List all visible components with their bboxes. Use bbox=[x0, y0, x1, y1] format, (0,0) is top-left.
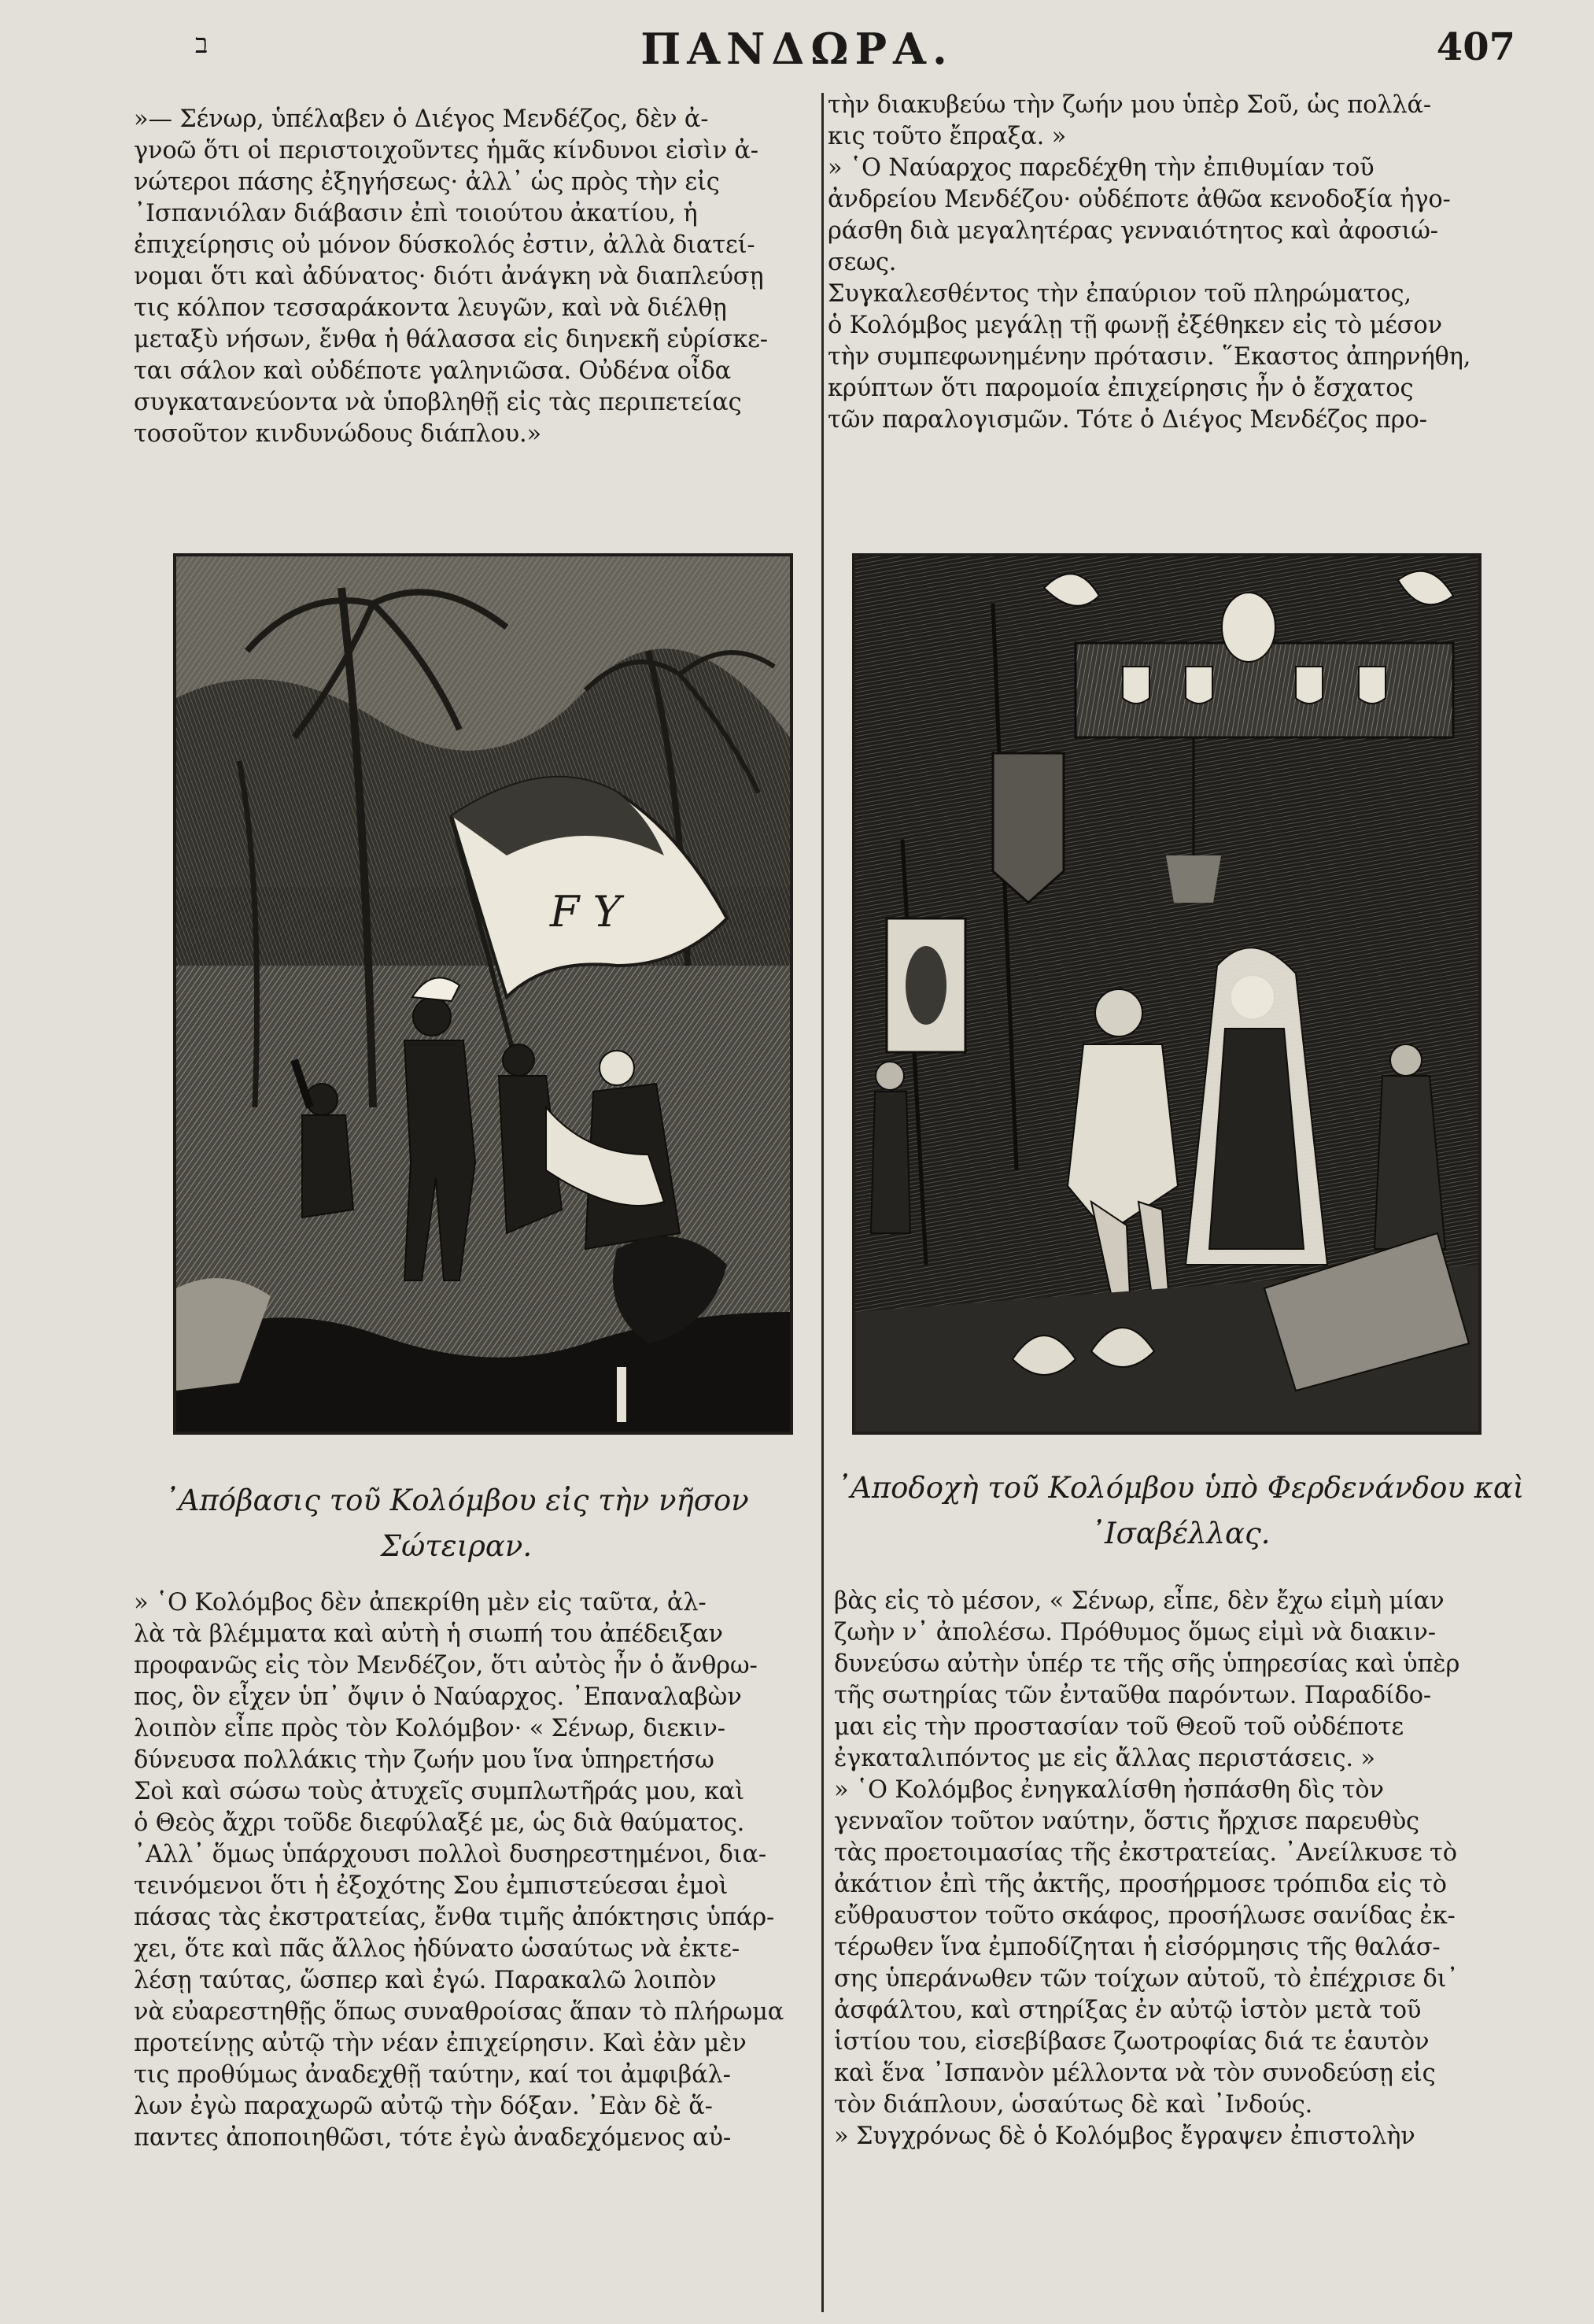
column-divider bbox=[821, 93, 824, 2312]
engraving-reception-svg bbox=[855, 556, 1478, 1432]
engraving-landing-svg bbox=[176, 556, 790, 1432]
caption-left-line1: ᾿Απόβασις τοῦ Κολόμβου εἰς τὴν νῆσον bbox=[164, 1483, 749, 1517]
caption-right-line1: ᾿Αποδοχὴ τοῦ Κολόμβου ὑπὸ Φερδενάνδου καὶ bbox=[836, 1471, 1525, 1505]
engraving-landing-of-columbus bbox=[173, 553, 793, 1435]
header-mark: ב bbox=[195, 28, 208, 60]
engraving-reception-by-monarchs bbox=[852, 553, 1481, 1435]
flag-monogram: F Y bbox=[549, 887, 622, 937]
caption-right-line2: ᾿Ισαβέλλας. bbox=[1090, 1517, 1271, 1550]
paragraph-right-bottom: βὰς εἰς τὸ μέσον, « Σένωρ, εἶπε, δὲν ἔχω εἰμὴ μίαν ζωὴν ν᾿ ἀπολέσω. Πρόθυμος ὅμως εἰμὶ νὰ διακιν- δυνεύσω αὐτὴν ὑπέρ τε τῆς σῆς ὑπηρεσίας καὶ ὑπὲρ τῆς σωτηρίας τῶν ἐνταῦθα παρόντων. Παραδίδο- μαι εἰς τὴν προστασίαν τοῦ Θεοῦ τοῦ οὐδέποτε ἐγκαταλιπόντος με εἰς ἄλλας περιστάσεις. » » ῾Ο Κολόμβος ἐνηγκαλίσθη ἠσπάσθη δὶς τὸν γενναῖον τοῦτον ναύτην, ὅστις ἤρχισε παρευθὺς τὰς προετοιμασίας τῆς ἐκστρατείας. ᾿Ανείλκυσε τὸ ἀκάτιον ἐπὶ τῆς ἀκτῆς, προσήρμοσε τρόπιδα εἰς τὸ εὔθραυστον τοῦτο σκάφος, προσήλωσε σανίδας ἐκ- τέρωθεν ἵνα ἐμποδίζηται ἡ εἰσόρμησις τῆς θαλάσ- σης ὑπεράνωθεν τῶν τοίχων αὐτοῦ, τὸ ἐπέχρισε δι᾿ ἀσφάλτου, καὶ στηρίξας ἐν αὐτῷ ἱστὸν μετὰ τοῦ ἱστίου του, εἰσεβίβασε ζωοτροφίας διά τε ἑαυτὸν καὶ ἕνα ᾿Ισπανὸν μέλλοντα νὰ τὸν συνοδεύσῃ εἰς τὸν διάπλουν, ὡσαύτως δὲ καὶ ᾿Ινδούς. » Συγχρόνως δὲ ὁ Κολόμβος ἔγραψεν ἐπιστολὴν bbox=[834, 1587, 1460, 2150]
paragraph-left-bottom: » ῾Ο Κολόμβος δὲν ἀπεκρίθη μὲν εἰς ταῦτα, ἀλ- λὰ τὰ βλέμματα καὶ αὐτὴ ἡ σιωπή του ἀπέδειξαν προφανῶς εἰς τὸν Μενδέζον, ὅτι αὐτὸς ἦν ὁ ἄνθρω- πος, ὃν εἶχεν ὑπ᾿ ὄψιν ὁ Ναύαρχος. ᾿Επαναλαβὼν λοιπὸν εἶπε πρὸς τὸν Κολόμβον· « Σένωρ, διεκιν- δύνευσα πολλάκις τὴν ζωήν μου ἵνα ὑπηρετήσω Σοὶ καὶ σώσω τοὺς ἀτυχεῖς συμπλωτῆράς μου, καὶ ὁ Θεὸς ἄχρι τοῦδε διεφύλαξέ με, ὡς διὰ θαύματος. ᾿Αλλ᾿ ὅμως ὑπάρχουσι πολλοὶ δυσηρεστημένοι, δια- τεινόμενοι ὅτι ἡ ἐξοχότης Σου ἐμπιστεύεσαι ἐμοὶ πάσας τὰς ἐκστρατείας, ἔνθα τιμῆς ἀπόκτησις ὑπάρ- χει, ὅτε καὶ πᾶς ἄλλος ἠδύνατο ὡσαύτως νὰ ἐκτε- λέσῃ ταύτας, ὥσπερ καὶ ἐγώ. Παρακαλῶ λοιπὸν νὰ εὐαρεστηθῇς ὅπως συναθροίσας ἅπαν τὸ πλήρωμα προτείνῃς αὐτῷ τὴν νέαν ἐπιχείρησιν. Καὶ ἐὰν μὲν τις προθύμως ἀναδεχθῇ ταύτην, καί τοι ἀμφιβάλ- λων ἐγὼ παραχωρῶ αὐτῷ τὴν δόξαν. ᾿Εὰν δὲ ἅ- παντες ἀποποιηθῶσι, τότε ἐγὼ ἀναδεχόμενος αὐ- bbox=[134, 1589, 784, 2152]
paragraph-left-top: »— Σένωρ, ὑπέλαβεν ὁ Διέγος Μενδέζος, δὲν ἀ- γνοῶ ὅτι οἱ περιστοιχοῦντες ἡμᾶς κίνδυνοι εἰσὶν ἀ- νώτεροι πάσης ἐξηγήσεως· ἀλλ᾿ ὡς πρὸς τὴν εἰς ᾿Ισπανιόλαν διάβασιν ἐπὶ τοιούτου ἀκατίου, ἡ ἐπιχείρησις οὐ μόνον δύσκολός ἐστιν, ἀλλὰ διατεί- νομαι ὅτι καὶ ἀδύνατος· διότι ἀνάγκη νὰ διαπλεύσῃ τις κόλπον τεσσαράκοντα λευγῶν, καὶ νὰ διέλθῃ μεταξὺ νήσων, ἔνθα ἡ θάλασσα εἰς διηνεκῆ εὑρίσκε- ται σάλον καὶ οὐδέποτε γαληνιῶσα. Οὐδένα οἶδα συγκατανεύοντα νὰ ὑποβληθῇ εἰς τὰς περιπετείας τοσοῦτον κινδυνώδους διάπλου.» bbox=[134, 105, 768, 448]
page-number: 407 bbox=[1436, 25, 1515, 69]
paragraph-right-top: τὴν διακυβεύω τὴν ζωήν μου ὑπὲρ Σοῦ, ὡς πολλά- κις τοῦτο ἔπραξα. » » ῾Ο Ναύαρχος παρεδέχθη τὴν ἐπιθυμίαν τοῦ ἀνδρείου Μενδέζου· οὐδέποτε ἀθῶα κενοδοξία ἠγο- ράσθη διὰ μεγαλητέρας γενναιότητος καὶ ἀφοσιώ- σεως. Συγκαλεσθέντος τὴν ἐπαύριον τοῦ πληρώματος, ὁ Κολόμβος μεγάλῃ τῇ φωνῇ ἐξέθηκεν εἰς τὸ μέσον τὴν συμπεφωνημένην πρότασιν. ῞Εκαστος ἀπηρνήθη, κρύπτων ὅτι παρομοία ἐπιχείρησις ἦν ὁ ἔσχατος τῶν παραλογισμῶν. Τότε ὁ Διέγος Μενδέζος προ- bbox=[828, 91, 1471, 434]
caption-left-line2: Σώτειραν. bbox=[380, 1529, 533, 1563]
page-title: ΠΑΝΔΩΡΑ. bbox=[640, 24, 954, 74]
